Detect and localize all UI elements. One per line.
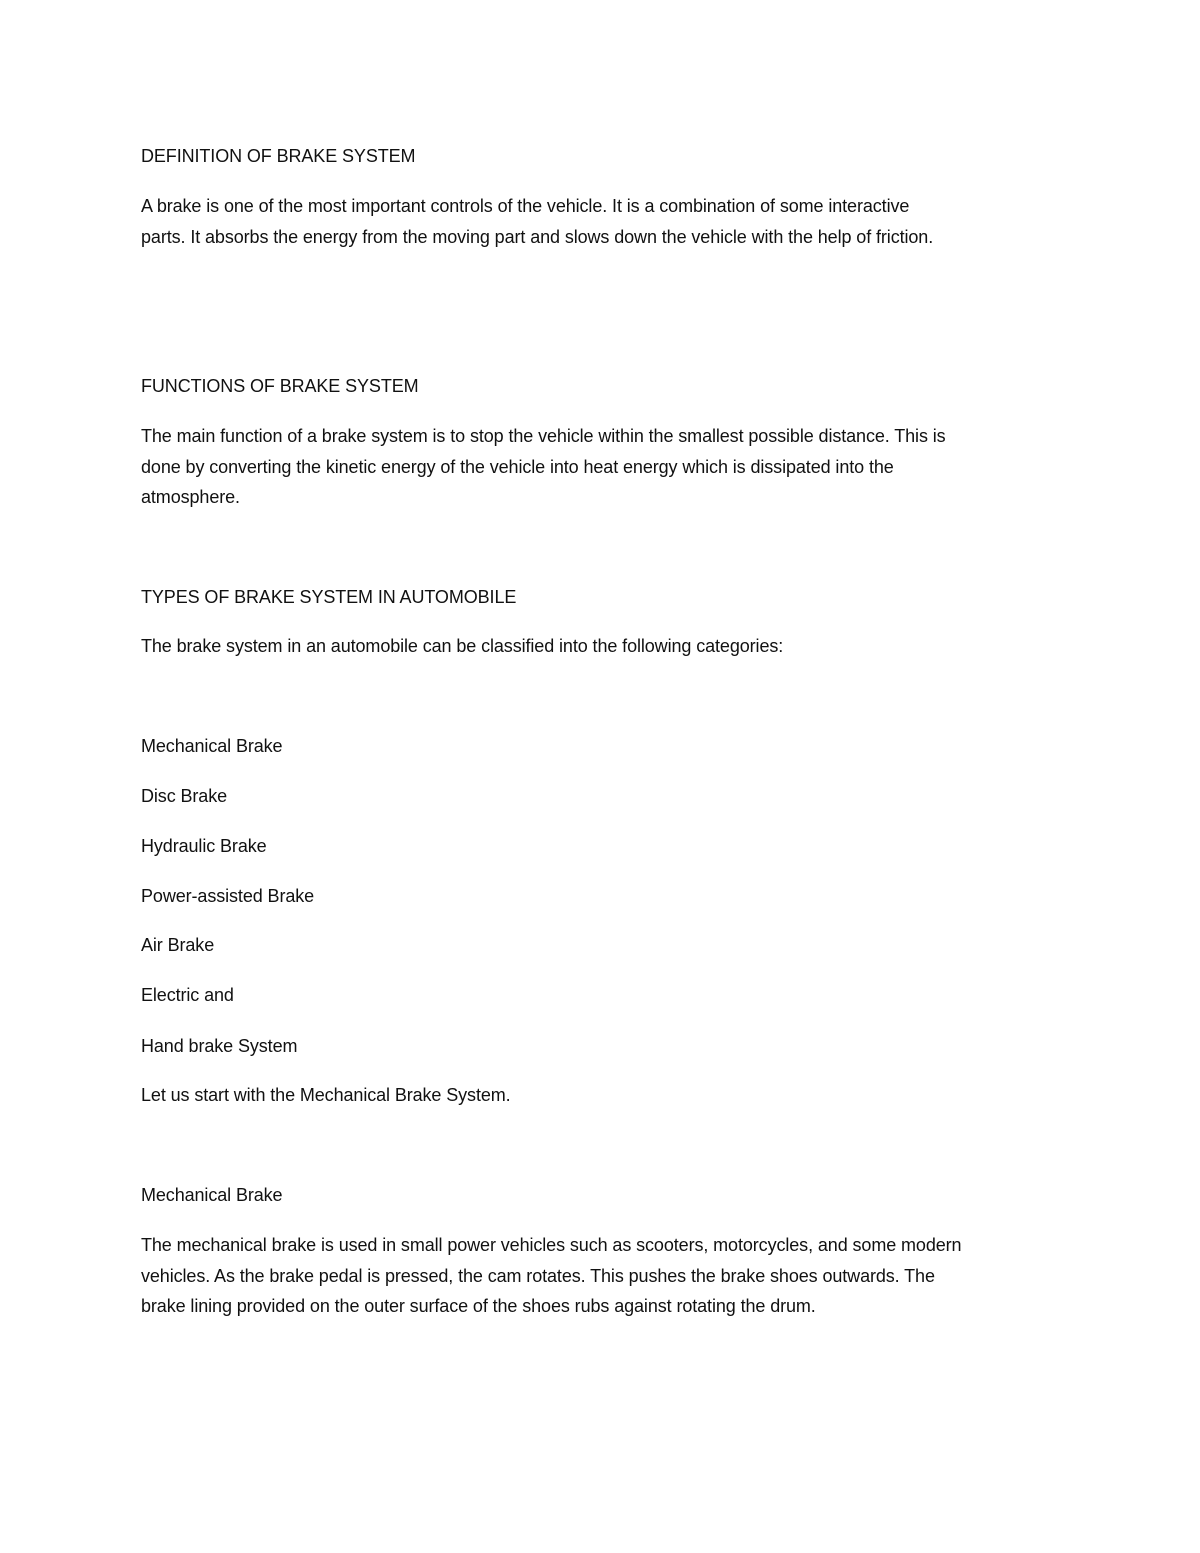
functions-paragraph-line-1: The main function of a brake system is to stop the vehicle within the smallest possible distance. This is (141, 426, 946, 446)
mechanical-paragraph-line-2: vehicles. As the brake pedal is pressed, the cam rotates. This pushes the brake shoes outwards. The (141, 1266, 935, 1286)
list-item: Hydraulic Brake (141, 836, 267, 856)
list-item: Mechanical Brake (141, 736, 283, 756)
types-heading: TYPES OF BRAKE SYSTEM IN AUTOMOBILE (141, 587, 517, 607)
functions-heading: FUNCTIONS OF BRAKE SYSTEM (141, 376, 419, 396)
definition-paragraph-line-1: A brake is one of the most important controls of the vehicle. It is a combination of some interactive (141, 196, 910, 216)
list-item: Electric and (141, 985, 234, 1005)
list-item: Power-assisted Brake (141, 886, 315, 906)
mechanical-brake-heading: Mechanical Brake (141, 1185, 283, 1205)
list-item: Hand brake System (141, 1036, 298, 1056)
list-item: Air Brake (141, 935, 215, 955)
mechanical-paragraph-line-3: brake lining provided on the outer surface of the shoes rubs against rotating the drum. (141, 1296, 816, 1316)
definition-heading: DEFINITION OF BRAKE SYSTEM (141, 146, 416, 166)
types-closing: Let us start with the Mechanical Brake System. (141, 1085, 511, 1105)
functions-paragraph-line-3: atmosphere. (141, 487, 240, 507)
mechanical-paragraph-line-1: The mechanical brake is used in small power vehicles such as scooters, motorcycles, and some modern (141, 1235, 962, 1255)
functions-paragraph-line-2: done by converting the kinetic energy of the vehicle into heat energy which is dissipated into the (141, 457, 894, 477)
types-intro: The brake system in an automobile can be classified into the following categories: (141, 636, 784, 656)
definition-paragraph-line-2: parts. It absorbs the energy from the moving part and slows down the vehicle with the help of friction. (141, 227, 934, 247)
list-item: Disc Brake (141, 786, 228, 806)
